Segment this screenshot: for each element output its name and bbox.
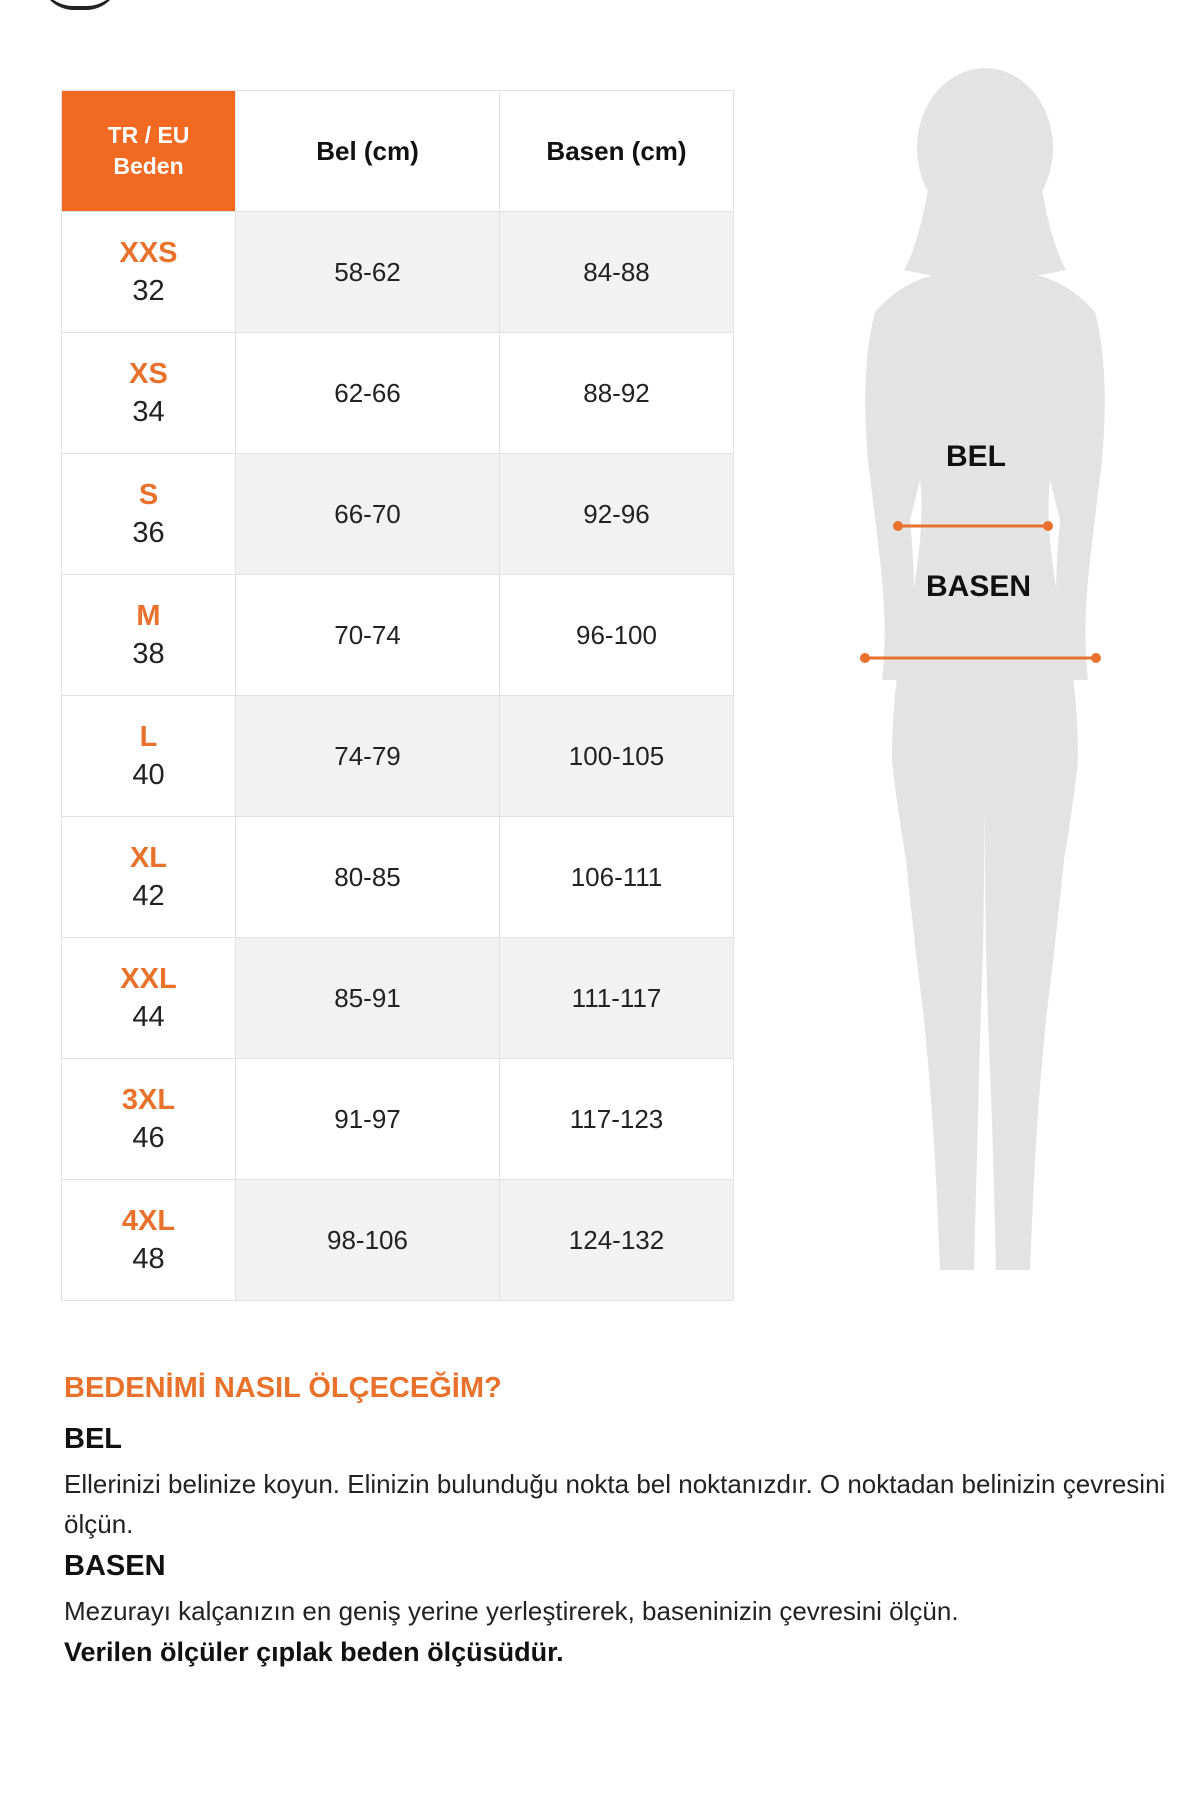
waist-column-header: Bel (cm) <box>236 91 500 212</box>
size-code: 4XL <box>121 1205 176 1237</box>
waist-value: 70-74 <box>236 575 500 696</box>
hip-instructions: Mezurayı kalçanızın en geniş yerine yerleştirerek, baseninizin çevresini ölçün. <box>64 1596 959 1626</box>
hip-heading: BASEN <box>64 1550 166 1582</box>
size-cell <box>62 696 236 817</box>
size-number: 46 <box>132 1122 165 1154</box>
waist-heading: BEL <box>64 1423 122 1455</box>
guide-title: BEDENİMİ NASIL ÖLÇECEĞİM? <box>64 1372 502 1404</box>
waist-value: 62-66 <box>236 333 500 454</box>
size-number: 42 <box>132 880 165 912</box>
hip-label: BASEN <box>926 570 1032 603</box>
hip-value: 111-117 <box>500 938 734 1059</box>
hip-column-header: Basen (cm) <box>500 91 734 212</box>
table-row <box>62 1180 734 1301</box>
size-code: XXL <box>120 963 177 995</box>
size-number: 48 <box>132 1243 165 1275</box>
size-number: 40 <box>132 759 165 791</box>
size-number: 32 <box>132 275 165 307</box>
table-row <box>62 696 734 817</box>
size-column-header <box>62 91 236 212</box>
size-code: XS <box>129 358 168 390</box>
size-header-line2: Beden <box>113 153 184 179</box>
waist-value: 66-70 <box>236 454 500 575</box>
size-cell <box>62 1059 236 1180</box>
size-number: 38 <box>132 638 165 670</box>
table-row <box>62 575 734 696</box>
hip-value: 84-88 <box>500 212 734 333</box>
female-silhouette-icon <box>820 40 1150 1290</box>
size-number: 36 <box>132 517 165 549</box>
size-code: XXS <box>119 237 178 269</box>
top-logo-fragment <box>40 0 120 10</box>
waist-value: 98-106 <box>236 1180 500 1301</box>
size-number: 34 <box>132 396 165 428</box>
hip-value: 92-96 <box>500 454 734 575</box>
table-row <box>62 817 734 938</box>
measurement-guide <box>64 1372 1174 1668</box>
table-row <box>62 333 734 454</box>
hip-value: 117-123 <box>500 1059 734 1180</box>
waist-instructions: Ellerinizi belinize koyun. Elinizin bulunduğu nokta bel noktanızdır. O noktadan belinizin çevresini ölçün. <box>64 1469 1166 1539</box>
size-code: S <box>138 479 159 511</box>
table-row <box>62 454 734 575</box>
size-cell <box>62 817 236 938</box>
table-row <box>62 1059 734 1180</box>
size-chart-table <box>61 90 734 1301</box>
waist-label: BEL <box>946 440 1006 473</box>
table-row <box>62 212 734 333</box>
waist-value: 91-97 <box>236 1059 500 1180</box>
waist-value: 85-91 <box>236 938 500 1059</box>
table-row <box>62 938 734 1059</box>
size-code: XL <box>129 842 168 874</box>
size-cell <box>62 212 236 333</box>
size-number: 44 <box>132 1001 165 1033</box>
size-cell <box>62 454 236 575</box>
measurement-note: Verilen ölçüler çıplak beden ölçüsüdür. <box>64 1637 564 1667</box>
size-code: 3XL <box>121 1084 176 1116</box>
waist-value: 80-85 <box>236 817 500 938</box>
waist-value: 74-79 <box>236 696 500 817</box>
waist-value: 58-62 <box>236 212 500 333</box>
size-header-line1: TR / EU <box>107 122 190 148</box>
hip-value: 124-132 <box>500 1180 734 1301</box>
size-code: L <box>139 721 158 753</box>
hip-value: 96-100 <box>500 575 734 696</box>
body-measurement-figure <box>820 40 1150 1290</box>
size-code: M <box>136 600 161 632</box>
size-cell <box>62 333 236 454</box>
size-cell <box>62 1180 236 1301</box>
table-header-row <box>62 91 734 212</box>
hip-value: 106-111 <box>500 817 734 938</box>
hip-value: 88-92 <box>500 333 734 454</box>
hip-value: 100-105 <box>500 696 734 817</box>
size-cell <box>62 575 236 696</box>
size-cell <box>62 938 236 1059</box>
